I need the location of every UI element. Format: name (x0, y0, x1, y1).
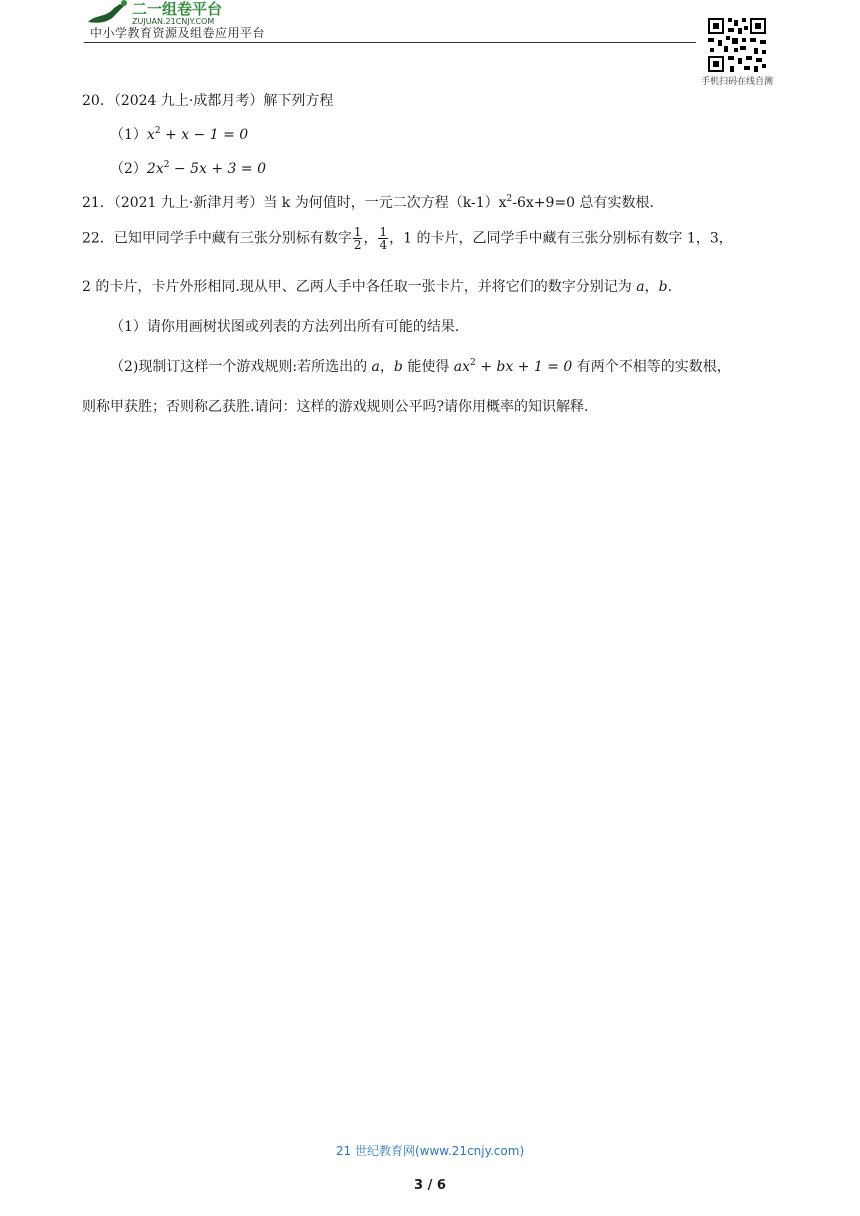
var-a: a (636, 279, 645, 295)
q20-part2-eq-b: − 5x + 3 = 0 (169, 161, 266, 177)
q22-comma: ， (644, 279, 659, 295)
fraction-denominator: 4 (379, 238, 388, 252)
q20-part2-eq-a: 2x (146, 161, 164, 177)
page-number: 3 / 6 (414, 1178, 446, 1193)
fraction-one-half (353, 226, 363, 251)
fraction-numerator: 1 (379, 225, 388, 239)
q20-part1-eq-b: + x − 1 = 0 (160, 127, 249, 143)
q20-title: 20．（2024 九上·成都月考）解下列方程 (82, 93, 334, 109)
qr-caption: 手机扫码在线自测 (700, 77, 773, 87)
part2-var-b: b (393, 359, 403, 375)
q20-part1-exp: 2 (154, 126, 161, 136)
var-b: b (658, 279, 668, 295)
q22-last-line: 则称甲获胜；否则称乙获胜.请问：这样的游戏规则公平吗?请你用概率的知识解释. (82, 399, 589, 415)
q22-line2-end: . (667, 279, 673, 295)
footer-website-link[interactable]: 21 世纪教育网(www.21cnjy.com) (335, 1144, 525, 1158)
logo-text: 二一组卷平台 (132, 0, 223, 18)
q21-text-a: 21．（2021 九上·新津月考）当 k 为何值时，一元二次方程（k-1）x (82, 195, 507, 211)
q20-part1-label: （1） (110, 127, 147, 143)
q22-line1-a: 22．已知甲同学手中藏有三张分别标有数字 (82, 230, 352, 247)
part2-exp: 2 (470, 358, 476, 368)
part2-eq-a: ax (453, 359, 471, 375)
q22-part2-b: 能使得 (402, 359, 454, 375)
part2-eq-b: + bx + 1 = 0 (475, 359, 573, 375)
qr-code-icon (706, 16, 768, 74)
q22-line1-b: ，1 的卡片，乙同学手中藏有三张分别标有数字 1，3， (389, 230, 733, 247)
q20-part1 (110, 124, 248, 144)
platform-subtitle: 中小学教育资源及组卷应用平台 (90, 26, 266, 40)
q20-part2-exp: 2 (163, 160, 170, 170)
page-header (0, 0, 860, 90)
logo-sub-text: ZUJUAN.21CNJY.COM (132, 17, 215, 26)
q20-part2 (110, 158, 266, 178)
q22-sep: ， (363, 230, 378, 247)
q22-line2 (82, 276, 672, 296)
part2-comma: ， (379, 359, 394, 375)
q22-line2-a: 2 的卡片，卡片外形相同.现从甲、乙两人手中各任取一张卡片，并将它们的数字分别记为 (82, 279, 637, 295)
q22-part2 (110, 356, 731, 376)
header-divider (84, 42, 696, 43)
q22-part2-a: （2)现制订这样一个游戏规则:若所选出的 (110, 359, 372, 375)
fraction-numerator: 1 (353, 225, 362, 239)
q20-part2-label: （2） (110, 161, 147, 177)
fraction-one-quarter (378, 226, 388, 251)
q22-line1 (82, 226, 733, 251)
q20-part1-eq-a: x (146, 127, 155, 143)
q22-part2-c: 有两个不相等的实数根， (572, 359, 731, 375)
runner-icon (88, 4, 124, 23)
part2-var-a: a (371, 359, 380, 375)
q22-part1: （1）请你用画树状图或列表的方法列出所有可能的结果. (110, 319, 460, 335)
q21-text-b: -6x+9=0 总有实数根. (512, 195, 654, 211)
fraction-denominator: 2 (353, 238, 362, 252)
q21-exp: 2 (506, 194, 513, 204)
platform-logo (84, 0, 274, 26)
q21-text (82, 192, 654, 212)
